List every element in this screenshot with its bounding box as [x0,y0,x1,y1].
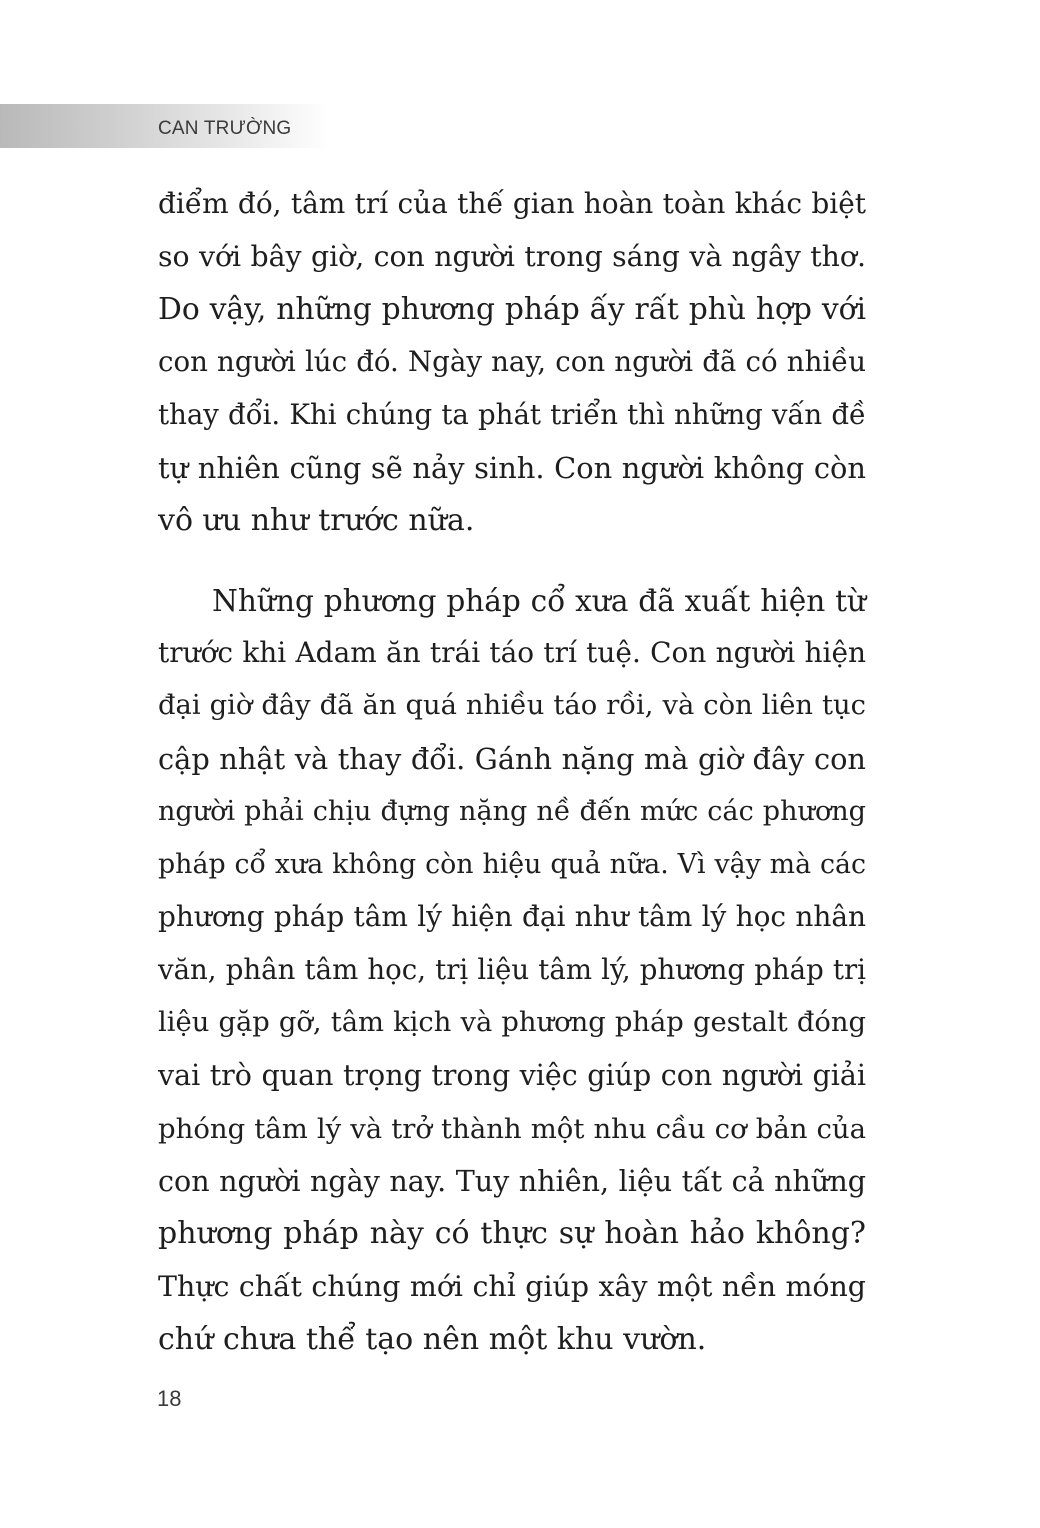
page-number: 18 [157,1386,182,1411]
text-line: so với bây giờ, con người trong sáng và ngây thơ. [158,239,866,273]
text-line: phóng tâm lý và trở thành một nhu cầu cơ bản của [158,1112,866,1145]
paragraph-1 [158,178,866,548]
text-line: Thực chất chúng mới chỉ giúp xây một nền móng [158,1269,866,1303]
text-line: phương pháp tâm lý hiện đại như tâm lý học nhân [158,900,866,934]
text-line: thay đổi. Khi chúng ta phát triển thì những vấn đề [158,398,866,432]
text-line: Những phương pháp cổ xưa đã xuất hiện từ [212,583,866,618]
text-line: con người ngày nay. Tuy nhiên, liệu tất cả những [158,1164,866,1199]
text-line: người phải chịu đựng nặng nề đến mức các phương [158,795,866,827]
text-line: văn, phân tâm học, trị liệu tâm lý, phương pháp trị [158,953,866,987]
text-line: phương pháp này có thực sự hoàn hảo không? [158,1216,866,1252]
text-line: vô ưu như trước nữa. [158,502,475,538]
text-line: cập nhật và thay đổi. Gánh nặng mà giờ đây con [158,741,866,776]
text-line: chứ chưa thể tạo nên một khu vườn. [158,1321,707,1357]
text-line: Do vậy, những phương pháp ấy rất phù hợp với [158,291,866,327]
text-line: liệu gặp gỡ, tâm kịch và phương pháp gestalt đóng [158,1006,866,1038]
paragraph-spacer [158,548,866,575]
text-line: điểm đó, tâm trí của thế gian hoàn toàn khác biệt [158,187,866,220]
text-line: con người lúc đó. Ngày nay, con người đã có nhiều [158,345,866,379]
text-line: vai trò quan trọng trong việc giúp con người giải [158,1058,866,1092]
text-line: tự nhiên cũng sẽ nảy sinh. Con người không còn [158,450,866,485]
text-line: pháp cổ xưa không còn hiệu quả nữa. Vì vậy mà các [158,848,866,880]
text-line: trước khi Adam ăn trái táo trí tuệ. Con người hiện [158,636,866,670]
running-header-title: CAN TRƯỜNG [158,118,292,139]
body-text [158,178,866,1367]
paragraph-2 [158,575,866,1367]
text-line: đại giờ đây đã ăn quá nhiều táo rồi, và còn liên tục [158,690,866,722]
